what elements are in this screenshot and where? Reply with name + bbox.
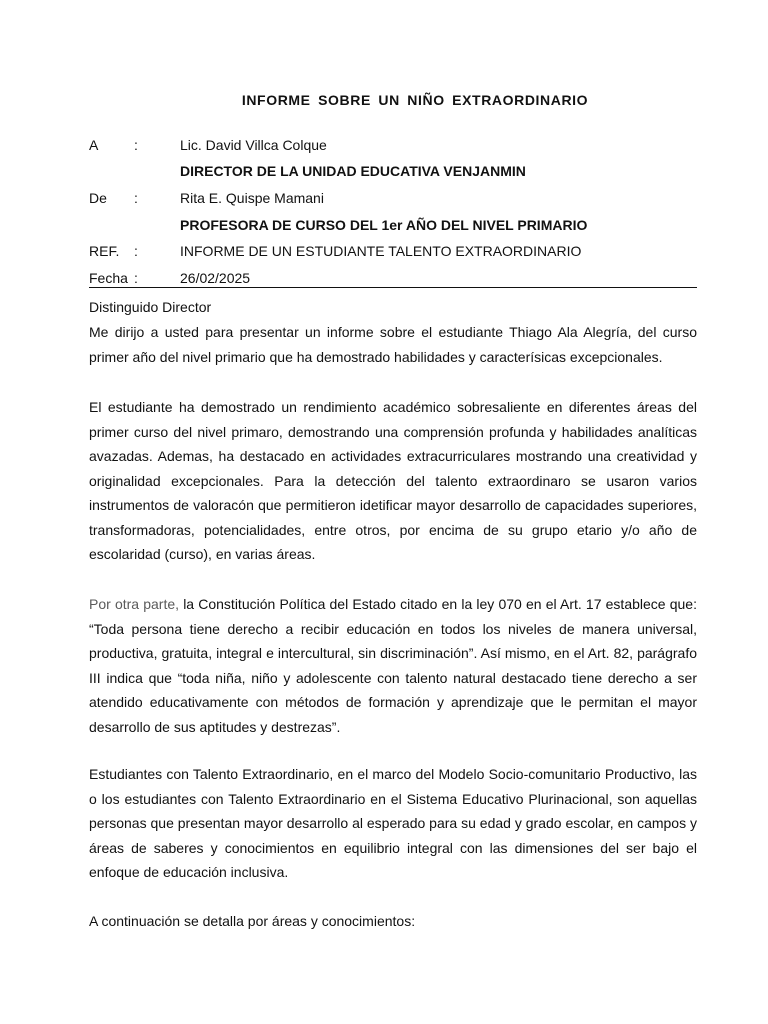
paragraph-performance: El estudiante ha demostrado un rendimiento académico sobresaliente en diferentes áreas del primer curso del nivel primaro, demostrando una comprensión profunda y habilidades analíticas avazadas. Ademas, ha destacado en actividades extracurriculares mostrando una creatividad y originalidad excepcionales. Para la detección del talento extraordinaro se usaron varios instrumentos de valoracón que permitieron idetificar mayor desarrollo de capacidades superiores, transformadoras, potencialidades, entre otros, por encima de su grupo etario y/o año de escolaridad (curso), en varias áreas. [89,399,697,562]
header-date-value: 26/02/2025 [180,270,251,286]
header-divider [89,287,697,288]
paragraph-intro: Me dirijo a usted para presentar un informe sobre el estudiante Thiago Ala Alegría, del curso primer año del nivel primario que ha demostrado habilidades y caracterísicas excepcionales. [89,324,697,365]
header-to-colon: : [134,137,138,153]
header-ref-key: REF. [89,243,120,259]
header-to-name: Lic. David Villca Colque [180,137,327,153]
paragraph-definition: Estudiantes con Talento Extraordinario, en el marco del Modelo Socio-comunitario Productivo, las o los estudiantes con Talento Extraordinario en el Sistema Educativo Plurinacional, son aquellas personas que presentan mayor desarrollo al esperado para su edad y grado escolar, en campos y áreas de saberes y conocimientos en equilibrio integral con las dimensiones del ser bajo el enfoque de educación inclusiva. [89,766,697,880]
header-date-key: Fecha [89,270,128,286]
document-title: INFORME SOBRE UN NIÑO EXTRAORDINARIO [241,92,589,108]
header-ref-colon: : [134,243,138,259]
header-from-name: Rita E. Quispe Mamani [180,190,324,206]
header-ref-row [89,243,699,265]
header-from-position: PROFESORA DE CURSO DEL 1er AÑO DEL NIVEL PRIMARIO [180,217,588,233]
header-to-position: DIRECTOR DE LA UNIDAD EDUCATIVA VENJANMIN [180,163,526,179]
header-from-position-row [89,217,699,239]
header-from-colon: : [134,190,138,206]
header-from-row [89,190,699,212]
header-to-row [89,137,699,159]
header-date-colon: : [134,270,138,286]
header-date-row [89,270,699,292]
paragraph-legal [89,592,697,739]
header-ref-value: INFORME DE UN ESTUDIANTE TALENTO EXTRAORDINARIO [180,243,582,259]
paragraph-areas-intro: A continuación se detalla por áreas y conocimientos: [89,913,416,929]
paragraph-legal-lead: Por otra parte, [89,596,180,612]
header-to-key: A [89,137,99,153]
header-from-key: De [89,190,107,206]
paragraph-legal-body: la Constitución Política del Estado citado en la ley 070 en el Art. 17 establece que: “Toda persona tiene derecho a recibir educación en todos los niveles de manera universal, productiva, gratuita, integral e intercultural, sin discriminación”. Así mismo, en el Art. 82, parágrafo III indica que “toda niña, niño y adolescente con talento natural destacado tiene derecho a ser atendido educativamente con métodos de formación y aprendizaje que le permitan el mayor desarrollo de sus aptitudes y destrezas”. [89,596,697,735]
salutation: Distinguido Director [89,299,212,315]
header-to-position-row [89,163,699,185]
